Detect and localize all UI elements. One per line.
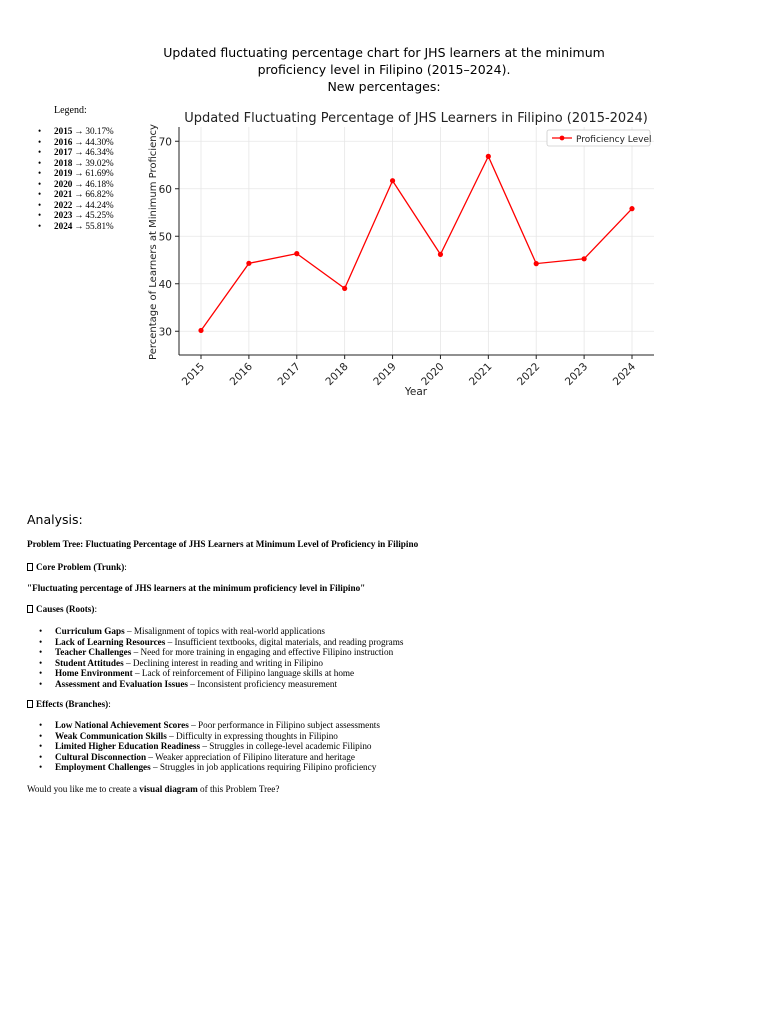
document-heading bbox=[150, 44, 618, 95]
effects-item bbox=[27, 720, 747, 731]
y-tick-label: 70 bbox=[158, 136, 172, 149]
x-tick-label: 2021 bbox=[467, 360, 495, 389]
legend-value: 55.81% bbox=[85, 220, 114, 231]
causes-item-title: Curriculum Gaps bbox=[55, 626, 125, 636]
arrow-icon: → bbox=[74, 210, 84, 220]
causes-item bbox=[27, 626, 747, 637]
dash-separator: – bbox=[188, 678, 198, 689]
data-point-2021 bbox=[486, 154, 491, 159]
arrow-icon: → bbox=[74, 147, 84, 157]
x-tick-label: 2018 bbox=[323, 360, 351, 389]
x-tick-label: 2023 bbox=[562, 360, 591, 389]
dash-separator: – bbox=[123, 657, 133, 668]
core-heading-text: Core Problem (Trunk) bbox=[36, 562, 125, 572]
legend-year: 2015 bbox=[54, 126, 73, 136]
dash-separator: – bbox=[200, 741, 210, 751]
arrow-icon: → bbox=[74, 126, 84, 136]
causes-item-title: Student Attitudes bbox=[55, 657, 124, 668]
causes-item-desc: Inconsistent proficiency measurement bbox=[197, 678, 337, 689]
legend-value: 46.18% bbox=[85, 178, 114, 189]
dash-separator: – bbox=[146, 751, 156, 762]
x-tick-label: 2024 bbox=[610, 360, 639, 389]
dash-separator: – bbox=[131, 647, 141, 657]
data-point-2022 bbox=[534, 261, 539, 266]
causes-bullets bbox=[27, 626, 747, 689]
heading-line-1: Updated fluctuating percentage chart for JHS learners at the minimum bbox=[163, 45, 605, 60]
legend-value: 46.34% bbox=[85, 147, 114, 157]
dash-separator: – bbox=[188, 720, 198, 730]
data-point-2024 bbox=[629, 206, 634, 211]
legend-item bbox=[28, 137, 114, 148]
effects-item-desc: Poor performance in Filipino subject assessments bbox=[198, 720, 380, 730]
effects-item-title: Limited Higher Education Readiness bbox=[55, 741, 201, 751]
causes-item-title: Home Environment bbox=[55, 668, 133, 678]
effects-item-desc: Struggles in job applications requiring Filipino proficiency bbox=[159, 762, 377, 772]
causes-heading-text: Causes (Roots) bbox=[36, 604, 95, 614]
effects-item-title: Low National Achievement Scores bbox=[55, 720, 189, 730]
effects-item-desc: Weaker appreciation of Filipino literature and heritage bbox=[155, 751, 355, 762]
legend-year: 2022 bbox=[54, 199, 73, 210]
problem-tree-title-text: Problem Tree: Fluctuating Percentage of JHS Learners at Minimum Level of Proficiency in Filipino bbox=[27, 539, 419, 549]
causes-heading: Causes (Roots): bbox=[27, 604, 747, 615]
data-point-2018 bbox=[342, 286, 347, 291]
arrow-icon: → bbox=[74, 189, 84, 199]
legend-year: 2020 bbox=[54, 178, 73, 189]
causes-item-desc: Lack of reinforcement of Filipino language skills at home bbox=[141, 668, 355, 678]
causes-item-title: Assessment and Evaluation Issues bbox=[55, 678, 188, 689]
closing-post: of this Problem Tree? bbox=[197, 784, 280, 794]
causes-item bbox=[27, 658, 747, 669]
data-point-2015 bbox=[198, 328, 203, 333]
problem-tree-title bbox=[27, 539, 747, 550]
legend-item bbox=[28, 221, 114, 232]
legend-value: 61.69% bbox=[85, 168, 114, 178]
core-problem bbox=[27, 583, 747, 594]
legend-value: 30.17% bbox=[85, 126, 114, 136]
legend-item bbox=[28, 200, 114, 211]
legend-year: 2023 bbox=[54, 210, 73, 220]
legend-year: 2024 bbox=[54, 220, 73, 231]
causes-item bbox=[27, 637, 747, 648]
x-tick-label: 2017 bbox=[275, 360, 303, 389]
effects-item-title: Cultural Disconnection bbox=[55, 751, 147, 762]
causes-item-title: Lack of Learning Resources bbox=[55, 636, 166, 647]
data-point-2016 bbox=[246, 261, 251, 266]
x-tick-label: 2016 bbox=[227, 360, 256, 389]
legend-value: 44.24% bbox=[85, 199, 114, 210]
effects-item bbox=[27, 741, 747, 752]
causes-item bbox=[27, 679, 747, 690]
legend-item bbox=[28, 179, 114, 190]
data-point-2019 bbox=[390, 178, 395, 183]
arrow-icon: → bbox=[74, 157, 84, 168]
legend-list bbox=[28, 126, 114, 231]
y-tick-label: 50 bbox=[158, 231, 172, 244]
dash-separator: – bbox=[132, 668, 142, 678]
dash-separator: – bbox=[165, 636, 175, 647]
effects-item bbox=[27, 752, 747, 763]
y-axis-label: Percentage of Learners at Minimum Proficiency bbox=[148, 124, 159, 360]
legend-item bbox=[28, 158, 114, 169]
causes-item-desc: Declining interest in reading and writing in Filipino bbox=[132, 657, 323, 668]
causes-item-desc: Insufficient textbooks, digital materials, and reading programs bbox=[174, 636, 404, 647]
core-problem-text: "Fluctuating percentage of JHS learners at the minimum proficiency level in Filipino" bbox=[27, 583, 366, 593]
legend-item bbox=[28, 189, 114, 200]
arrow-icon: → bbox=[74, 136, 84, 147]
effects-item bbox=[27, 762, 747, 773]
effects-item-title: Weak Communication Skills bbox=[55, 730, 167, 741]
legend-year: 2021 bbox=[54, 189, 73, 199]
legend-item bbox=[28, 210, 114, 221]
core-problem-heading: Core Problem (Trunk): bbox=[27, 562, 747, 573]
square-glyph-icon bbox=[27, 605, 33, 613]
effects-heading-text: Effects (Branches) bbox=[36, 699, 109, 709]
effects-item-title: Employment Challenges bbox=[55, 762, 151, 772]
analysis-heading: Analysis: bbox=[27, 512, 83, 527]
legend-value: 66.82% bbox=[85, 189, 114, 199]
dash-separator: – bbox=[150, 762, 160, 772]
legend-item bbox=[28, 147, 114, 158]
causes-item bbox=[27, 668, 747, 679]
y-tick-label: 60 bbox=[158, 183, 172, 196]
arrow-icon: → bbox=[74, 178, 84, 189]
x-tick-label: 2019 bbox=[371, 360, 399, 389]
heading-line-3: New percentages: bbox=[327, 79, 441, 94]
arrow-icon: → bbox=[74, 220, 84, 231]
legend-series-label: Proficiency Level bbox=[576, 135, 652, 145]
square-glyph-icon bbox=[27, 563, 33, 571]
legend-item bbox=[28, 126, 114, 137]
arrow-icon: → bbox=[74, 168, 84, 178]
causes-item-desc: Need for more training in engaging and effective Filipino instruction bbox=[140, 647, 394, 657]
chart-title: Updated Fluctuating Percentage of JHS Learners in Filipino (2015-2024) bbox=[184, 111, 648, 126]
legend-year: 2016 bbox=[54, 136, 73, 147]
y-tick-label: 30 bbox=[158, 326, 172, 339]
effects-heading: Effects (Branches): bbox=[27, 699, 747, 710]
dash-separator: – bbox=[166, 730, 176, 741]
x-tick-label: 2015 bbox=[179, 360, 208, 389]
arrow-icon: → bbox=[74, 199, 84, 210]
causes-item-title: Teacher Challenges bbox=[55, 647, 132, 657]
x-tick-label: 2020 bbox=[419, 360, 447, 389]
causes-item bbox=[27, 647, 747, 658]
legend-year: 2019 bbox=[54, 168, 73, 178]
data-point-2020 bbox=[438, 252, 443, 257]
effects-item-desc: Difficulty in expressing thoughts in Filipino bbox=[176, 730, 338, 741]
legend-label: Legend: bbox=[54, 105, 87, 116]
causes-list bbox=[27, 626, 747, 689]
legend-value: 45.25% bbox=[85, 210, 114, 220]
data-point-2023 bbox=[582, 256, 587, 261]
closing-question bbox=[27, 784, 747, 795]
square-glyph-icon bbox=[27, 700, 33, 708]
legend-year: 2017 bbox=[54, 147, 73, 157]
x-tick-label: 2022 bbox=[514, 360, 543, 389]
effects-item bbox=[27, 731, 747, 742]
line-chart bbox=[142, 100, 662, 400]
chart-legend bbox=[547, 130, 652, 146]
legend-marker bbox=[560, 136, 565, 141]
causes-item-desc: Misalignment of topics with real-world applications bbox=[133, 626, 325, 636]
data-point-2017 bbox=[294, 251, 299, 256]
closing-pre: Would you like me to create a bbox=[27, 784, 140, 794]
effects-bullets bbox=[27, 720, 747, 773]
closing-bold: visual diagram bbox=[139, 784, 198, 794]
dash-separator: – bbox=[124, 626, 134, 636]
legend-item bbox=[28, 168, 114, 179]
legend-value: 39.02% bbox=[85, 157, 114, 168]
effects-item-desc: Struggles in college-level academic Filipino bbox=[209, 741, 372, 751]
y-tick-label: 40 bbox=[158, 278, 172, 291]
legend-value: 44.30% bbox=[85, 136, 114, 147]
legend-year: 2018 bbox=[54, 157, 73, 168]
heading-line-2: proficiency level in Filipino (2015–2024). bbox=[257, 62, 511, 77]
effects-list bbox=[27, 720, 747, 773]
x-axis-label: Year bbox=[404, 386, 428, 398]
